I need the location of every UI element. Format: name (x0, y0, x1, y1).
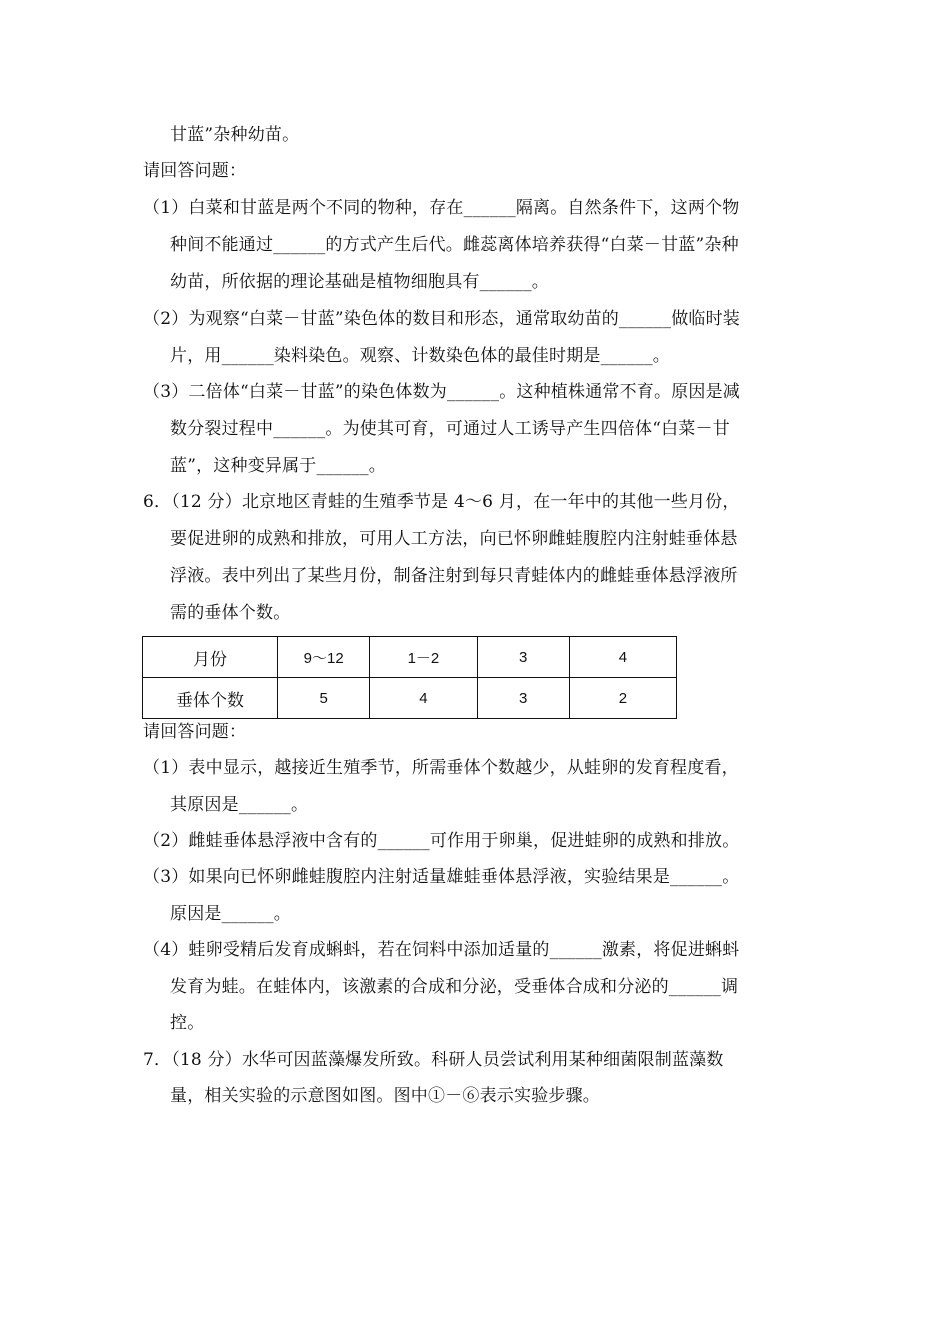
text-line: 蓝”，这种变异属于______。 (170, 456, 386, 476)
table-cell: 4 (569, 637, 676, 678)
text-line: （3）二倍体“白菜－甘蓝”的染色体数为______。这种植株通常不育。原因是减 (143, 382, 740, 402)
table-row (143, 678, 677, 719)
question-6-header: 6．（12 分）北京地区青蛙的生殖季节是 4～6 月，在一年中的其他一些月份， (143, 492, 740, 512)
text-line: 需的垂体个数。 (170, 603, 291, 623)
text-line: 种间不能通过______的方式产生后代。雌蕊离体培养获得“白菜－甘蓝”杂种 (170, 235, 739, 255)
table-cell: 3 (477, 637, 569, 678)
text-line: （1）表中显示，越接近生殖季节，所需垂体个数越少，从蛙卵的发育程度看， (143, 758, 739, 778)
text-line: 幼苗，所依据的理论基础是植物细胞具有______。 (170, 272, 549, 292)
text-line: （3）如果向已怀卵雌蛙腹腔内注射适量雄蛙垂体悬浮液，实验结果是______。 (143, 867, 740, 887)
text-line: 发育为蛙。在蛙体内，该激素的合成和分泌，受垂体合成和分泌的______调 (170, 977, 739, 997)
text-line: （1）白菜和甘蓝是两个不同的物种，存在______隔离。自然条件下，这两个物 (143, 198, 740, 218)
text-line: 请回答问题： (143, 722, 247, 742)
table-cell: 9～12 (277, 637, 369, 678)
text-line: 控。 (170, 1013, 205, 1033)
table-cell: 4 (370, 678, 477, 719)
table-row (143, 637, 677, 678)
text-line: 数分裂过程中______。为使其可育，可通过人工诱导产生四倍体“白菜－甘 (170, 419, 730, 439)
question-7-header: 7．（18 分）水华可因蓝藻爆发所致。科研人员尝试利用某种细菌限制蓝藻数 (143, 1050, 724, 1070)
table-cell: 3 (477, 678, 569, 719)
table-row-header: 月份 (143, 637, 278, 678)
table-cell: 1－2 (370, 637, 477, 678)
text-line: 其原因是______。 (170, 795, 309, 815)
text-line: （2）雌蛙垂体悬浮液中含有的______可作用于卵巢，促进蛙卵的成熟和排放。 (143, 831, 740, 851)
text-line: 浮液。表中列出了某些月份，制备注射到每只青蛙体内的雌蛙垂体悬浮液所 (170, 566, 738, 586)
text-line: 甘蓝”杂种幼苗。 (170, 125, 300, 145)
text-line: （2）为观察“白菜－甘蓝”染色体的数目和形态，通常取幼苗的______做临时装 (143, 309, 740, 329)
pituitary-count-table (142, 636, 677, 719)
text-line: 量，相关实验的示意图如图。图中①－⑥表示实验步骤。 (170, 1086, 600, 1106)
text-line: 要促进卵的成熟和排放，可用人工方法，向已怀卵雌蛙腹腔内注射蛙垂体悬 (170, 529, 738, 549)
text-line: 片，用______染料染色。观察、计数染色体的最佳时期是______。 (170, 346, 670, 366)
table-cell: 2 (569, 678, 676, 719)
table-cell: 5 (277, 678, 369, 719)
text-line: 原因是______。 (170, 904, 291, 924)
table-row-header: 垂体个数 (143, 678, 278, 719)
text-line: （4）蛙卵受精后发育成蝌蚪，若在饲料中添加适量的______激素，将促进蝌蚪 (143, 940, 740, 960)
text-line: 请回答问题： (143, 161, 247, 181)
